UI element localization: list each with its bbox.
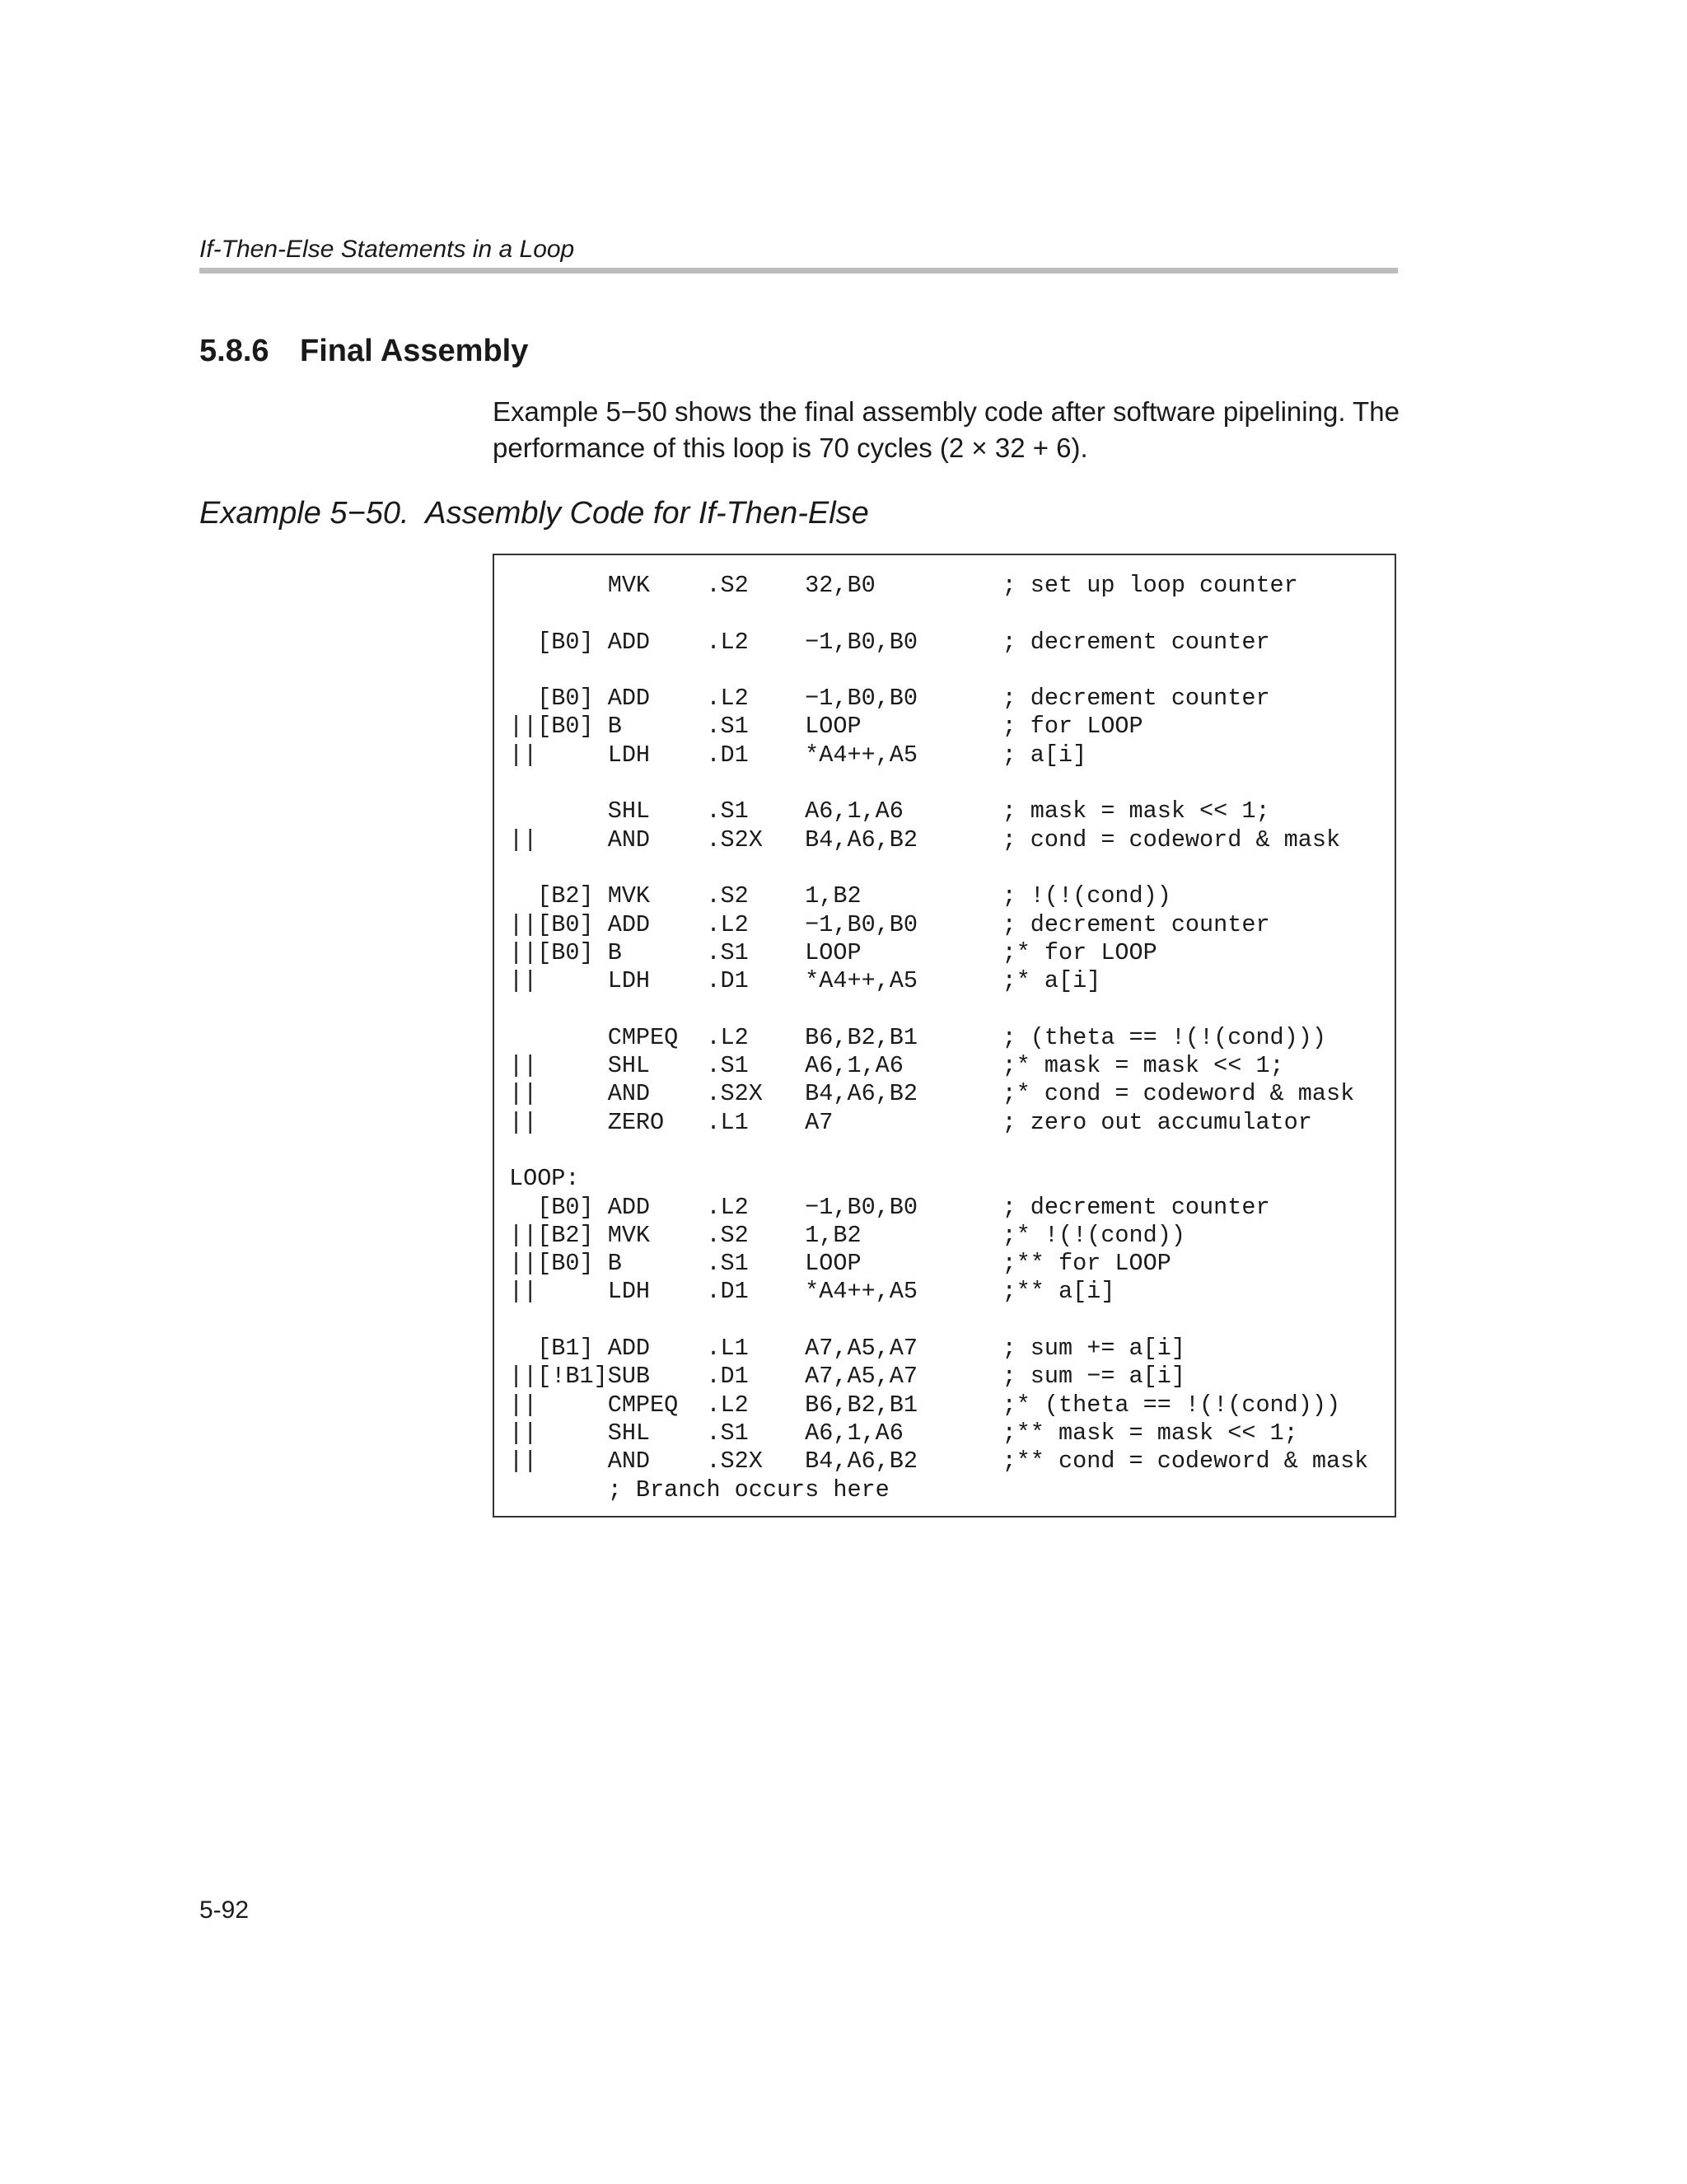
code-line: ||[B0] B .S1 LOOP ;* for LOOP bbox=[509, 938, 1157, 966]
example-caption: Example 5−50. Assembly Code for If-Then-Else bbox=[199, 496, 869, 531]
code-line: ||[B0] B .S1 LOOP ;** for LOOP bbox=[509, 1250, 1171, 1278]
code-line bbox=[509, 657, 1368, 685]
code-line: [B0] ADD .L2 −1,B0,B0 ; decrement counter bbox=[509, 685, 1270, 713]
code-line bbox=[509, 600, 1368, 628]
code-line: [B1] ADD .L1 A7,A5,A7 ; sum += a[i] bbox=[509, 1335, 1185, 1363]
page-number: 5-92 bbox=[199, 1896, 250, 1924]
code-line bbox=[509, 769, 1368, 797]
code-line: LOOP: bbox=[509, 1165, 580, 1193]
code-line: ||[!B1]SUB .D1 A7,A5,A7 ; sum −= a[i] bbox=[509, 1363, 1185, 1391]
code-line bbox=[509, 995, 1368, 1023]
code-line: ; Branch occurs here bbox=[509, 1475, 890, 1504]
code-line: [B0] ADD .L2 −1,B0,B0 ; decrement counter bbox=[509, 628, 1270, 656]
code-box bbox=[493, 554, 1396, 1518]
intro-line-1: Example 5−50 shows the final assembly code after software pipelining. The bbox=[493, 396, 1400, 427]
section-heading bbox=[199, 334, 528, 369]
code-line bbox=[509, 1137, 1368, 1165]
section-title: Final Assembly bbox=[300, 334, 529, 368]
header-rule bbox=[199, 268, 1398, 274]
code-line: || ZERO .L1 A7 ; zero out accumulator bbox=[509, 1108, 1312, 1136]
code-line: || AND .S2X B4,A6,B2 ;** cond = codeword & mask bbox=[509, 1447, 1369, 1475]
code-line bbox=[509, 1307, 1368, 1335]
code-line bbox=[509, 854, 1368, 882]
code-line: || LDH .D1 *A4++,A5 ;** a[i] bbox=[509, 1278, 1115, 1306]
code-line: ||[B0] B .S1 LOOP ; for LOOP bbox=[509, 713, 1143, 741]
section-number: 5.8.6 bbox=[199, 334, 269, 368]
assembly-code-listing bbox=[509, 572, 1368, 1504]
code-line: CMPEQ .L2 B6,B2,B1 ; (theta == !(!(cond))) bbox=[509, 1023, 1326, 1051]
code-line: [B0] ADD .L2 −1,B0,B0 ; decrement counter bbox=[509, 1193, 1270, 1221]
code-line: || AND .S2X B4,A6,B2 ;* cond = codeword & mask bbox=[509, 1080, 1355, 1108]
code-line: || AND .S2X B4,A6,B2 ; cond = codeword & mask bbox=[509, 825, 1341, 853]
intro-paragraph bbox=[493, 394, 1415, 466]
code-line: || LDH .D1 *A4++,A5 ; a[i] bbox=[509, 741, 1087, 769]
running-header: If-Then-Else Statements in a Loop bbox=[199, 236, 575, 263]
code-line: || SHL .S1 A6,1,A6 ;** mask = mask << 1; bbox=[509, 1419, 1298, 1447]
code-line: MVK .S2 32,B0 ; set up loop counter bbox=[509, 572, 1298, 599]
code-line: SHL .S1 A6,1,A6 ; mask = mask << 1; bbox=[509, 797, 1270, 825]
code-line: || CMPEQ .L2 B6,B2,B1 ;* (theta == !(!(cond))) bbox=[509, 1391, 1341, 1419]
code-line: ||[B2] MVK .S2 1,B2 ;* !(!(cond)) bbox=[509, 1221, 1185, 1249]
code-line: || LDH .D1 *A4++,A5 ;* a[i] bbox=[509, 967, 1101, 995]
code-line: ||[B0] ADD .L2 −1,B0,B0 ; decrement counter bbox=[509, 910, 1270, 938]
code-line: [B2] MVK .S2 1,B2 ; !(!(cond)) bbox=[509, 882, 1171, 910]
intro-line-2: performance of this loop is 70 cycles (2 × 32 + 6). bbox=[493, 433, 1088, 463]
code-line: || SHL .S1 A6,1,A6 ;* mask = mask << 1; bbox=[509, 1052, 1284, 1080]
